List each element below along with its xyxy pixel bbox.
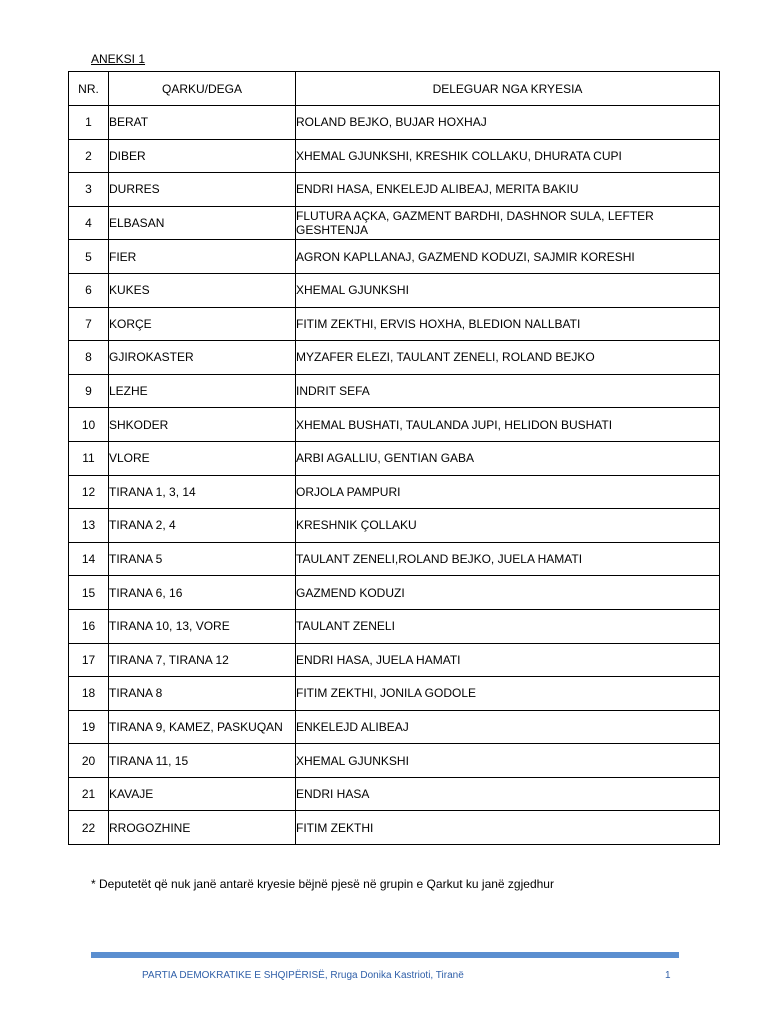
row-delegates: XHEMAL GJUNKSHI, KRESHIK COLLAKU, DHURATA CUPI <box>296 139 720 173</box>
column-header-number: NR. <box>69 72 109 106</box>
footer-address: PARTIA DEMOKRATIKE E SHQIPËRISË, Rruga Donika Kastrioti, Tiranë <box>142 970 464 981</box>
table-row <box>69 677 720 711</box>
table-row <box>69 643 720 677</box>
row-delegates: ENKELEJD ALIBEAJ <box>296 710 720 744</box>
row-branch: SHKODER <box>109 408 296 442</box>
row-number: 9 <box>69 374 109 408</box>
footer-accent-bar <box>91 952 679 958</box>
footnote: * Deputetët që nuk janë antarë kryesie bëjnë pjesë në grupin e Qarkut ku janë zgjedhur <box>91 877 554 891</box>
row-number: 6 <box>69 273 109 307</box>
table-row <box>69 475 720 509</box>
column-header-branch: QARKU/DEGA <box>109 72 296 106</box>
row-number: 17 <box>69 643 109 677</box>
row-branch: KORÇE <box>109 307 296 341</box>
row-branch: KAVAJE <box>109 777 296 811</box>
row-delegates: ENDRI HASA, ENKELEJD ALIBEAJ, MERITA BAKIU <box>296 173 720 207</box>
table-row <box>69 609 720 643</box>
row-number: 14 <box>69 542 109 576</box>
table-row <box>69 408 720 442</box>
table-row <box>69 811 720 845</box>
table-header-row <box>69 72 720 106</box>
row-delegates: ENDRI HASA <box>296 777 720 811</box>
row-branch: TIRANA 7, TIRANA 12 <box>109 643 296 677</box>
row-delegates: AGRON KAPLLANAJ, GAZMEND KODUZI, SAJMIR KORESHI <box>296 240 720 274</box>
row-number: 19 <box>69 710 109 744</box>
delegates-table <box>68 71 720 845</box>
row-branch: DURRES <box>109 173 296 207</box>
row-delegates: XHEMAL GJUNKSHI <box>296 273 720 307</box>
row-delegates: FITIM ZEKTHI <box>296 811 720 845</box>
row-number: 5 <box>69 240 109 274</box>
row-branch: KUKES <box>109 273 296 307</box>
annex-title: ANEKSI 1 <box>91 52 146 66</box>
row-branch: TIRANA 10, 13, VORE <box>109 609 296 643</box>
table-row <box>69 509 720 543</box>
row-delegates: XHEMAL BUSHATI, TAULANDA JUPI, HELIDON BUSHATI <box>296 408 720 442</box>
row-number: 3 <box>69 173 109 207</box>
row-branch: RROGOZHINE <box>109 811 296 845</box>
row-branch: DIBER <box>109 139 296 173</box>
row-delegates: ORJOLA PAMPURI <box>296 475 720 509</box>
row-branch: TIRANA 5 <box>109 542 296 576</box>
table-row <box>69 576 720 610</box>
row-number: 12 <box>69 475 109 509</box>
row-delegates: XHEMAL GJUNKSHI <box>296 744 720 778</box>
row-branch: TIRANA 8 <box>109 677 296 711</box>
row-number: 8 <box>69 341 109 375</box>
row-delegates: GAZMEND KODUZI <box>296 576 720 610</box>
row-number: 22 <box>69 811 109 845</box>
table-row <box>69 744 720 778</box>
row-branch: ELBASAN <box>109 206 296 240</box>
row-branch: VLORE <box>109 441 296 475</box>
row-number: 13 <box>69 509 109 543</box>
row-delegates: ENDRI HASA, JUELA HAMATI <box>296 643 720 677</box>
row-number: 21 <box>69 777 109 811</box>
row-number: 11 <box>69 441 109 475</box>
table-row <box>69 441 720 475</box>
row-delegates: FLUTURA AÇKA, GAZMENT BARDHI, DASHNOR SULA, LEFTER GESHTENJA <box>296 206 720 240</box>
row-branch: TIRANA 1, 3, 14 <box>109 475 296 509</box>
table-row <box>69 710 720 744</box>
row-branch: TIRANA 9, KAMEZ, PASKUQAN <box>109 710 296 744</box>
table-row <box>69 206 720 240</box>
row-delegates: FITIM ZEKTHI, ERVIS HOXHA, BLEDION NALLBATI <box>296 307 720 341</box>
row-delegates: ROLAND BEJKO, BUJAR HOXHAJ <box>296 106 720 140</box>
table-row <box>69 139 720 173</box>
table-row <box>69 542 720 576</box>
table-row <box>69 173 720 207</box>
column-header-delegates: DELEGUAR NGA KRYESIA <box>296 72 720 106</box>
table-row <box>69 374 720 408</box>
table-row <box>69 106 720 140</box>
table-row <box>69 273 720 307</box>
row-delegates: ARBI AGALLIU, GENTIAN GABA <box>296 441 720 475</box>
table-row <box>69 341 720 375</box>
row-branch: TIRANA 6, 16 <box>109 576 296 610</box>
table-row <box>69 777 720 811</box>
row-branch: LEZHE <box>109 374 296 408</box>
row-delegates: FITIM ZEKTHI, JONILA GODOLE <box>296 677 720 711</box>
row-delegates: INDRIT SEFA <box>296 374 720 408</box>
row-branch: TIRANA 11, 15 <box>109 744 296 778</box>
row-number: 16 <box>69 609 109 643</box>
page-number: 1 <box>665 970 671 981</box>
row-branch: GJIROKASTER <box>109 341 296 375</box>
row-delegates: TAULANT ZENELI,ROLAND BEJKO, JUELA HAMATI <box>296 542 720 576</box>
table-row <box>69 307 720 341</box>
row-delegates: KRESHNIK ÇOLLAKU <box>296 509 720 543</box>
table-row <box>69 240 720 274</box>
row-number: 2 <box>69 139 109 173</box>
row-branch: TIRANA 2, 4 <box>109 509 296 543</box>
row-number: 4 <box>69 206 109 240</box>
row-number: 20 <box>69 744 109 778</box>
row-number: 7 <box>69 307 109 341</box>
row-delegates: TAULANT ZENELI <box>296 609 720 643</box>
row-branch: FIER <box>109 240 296 274</box>
row-number: 15 <box>69 576 109 610</box>
table-body <box>69 106 720 845</box>
row-number: 18 <box>69 677 109 711</box>
row-number: 10 <box>69 408 109 442</box>
row-number: 1 <box>69 106 109 140</box>
row-branch: BERAT <box>109 106 296 140</box>
row-delegates: MYZAFER ELEZI, TAULANT ZENELI, ROLAND BEJKO <box>296 341 720 375</box>
